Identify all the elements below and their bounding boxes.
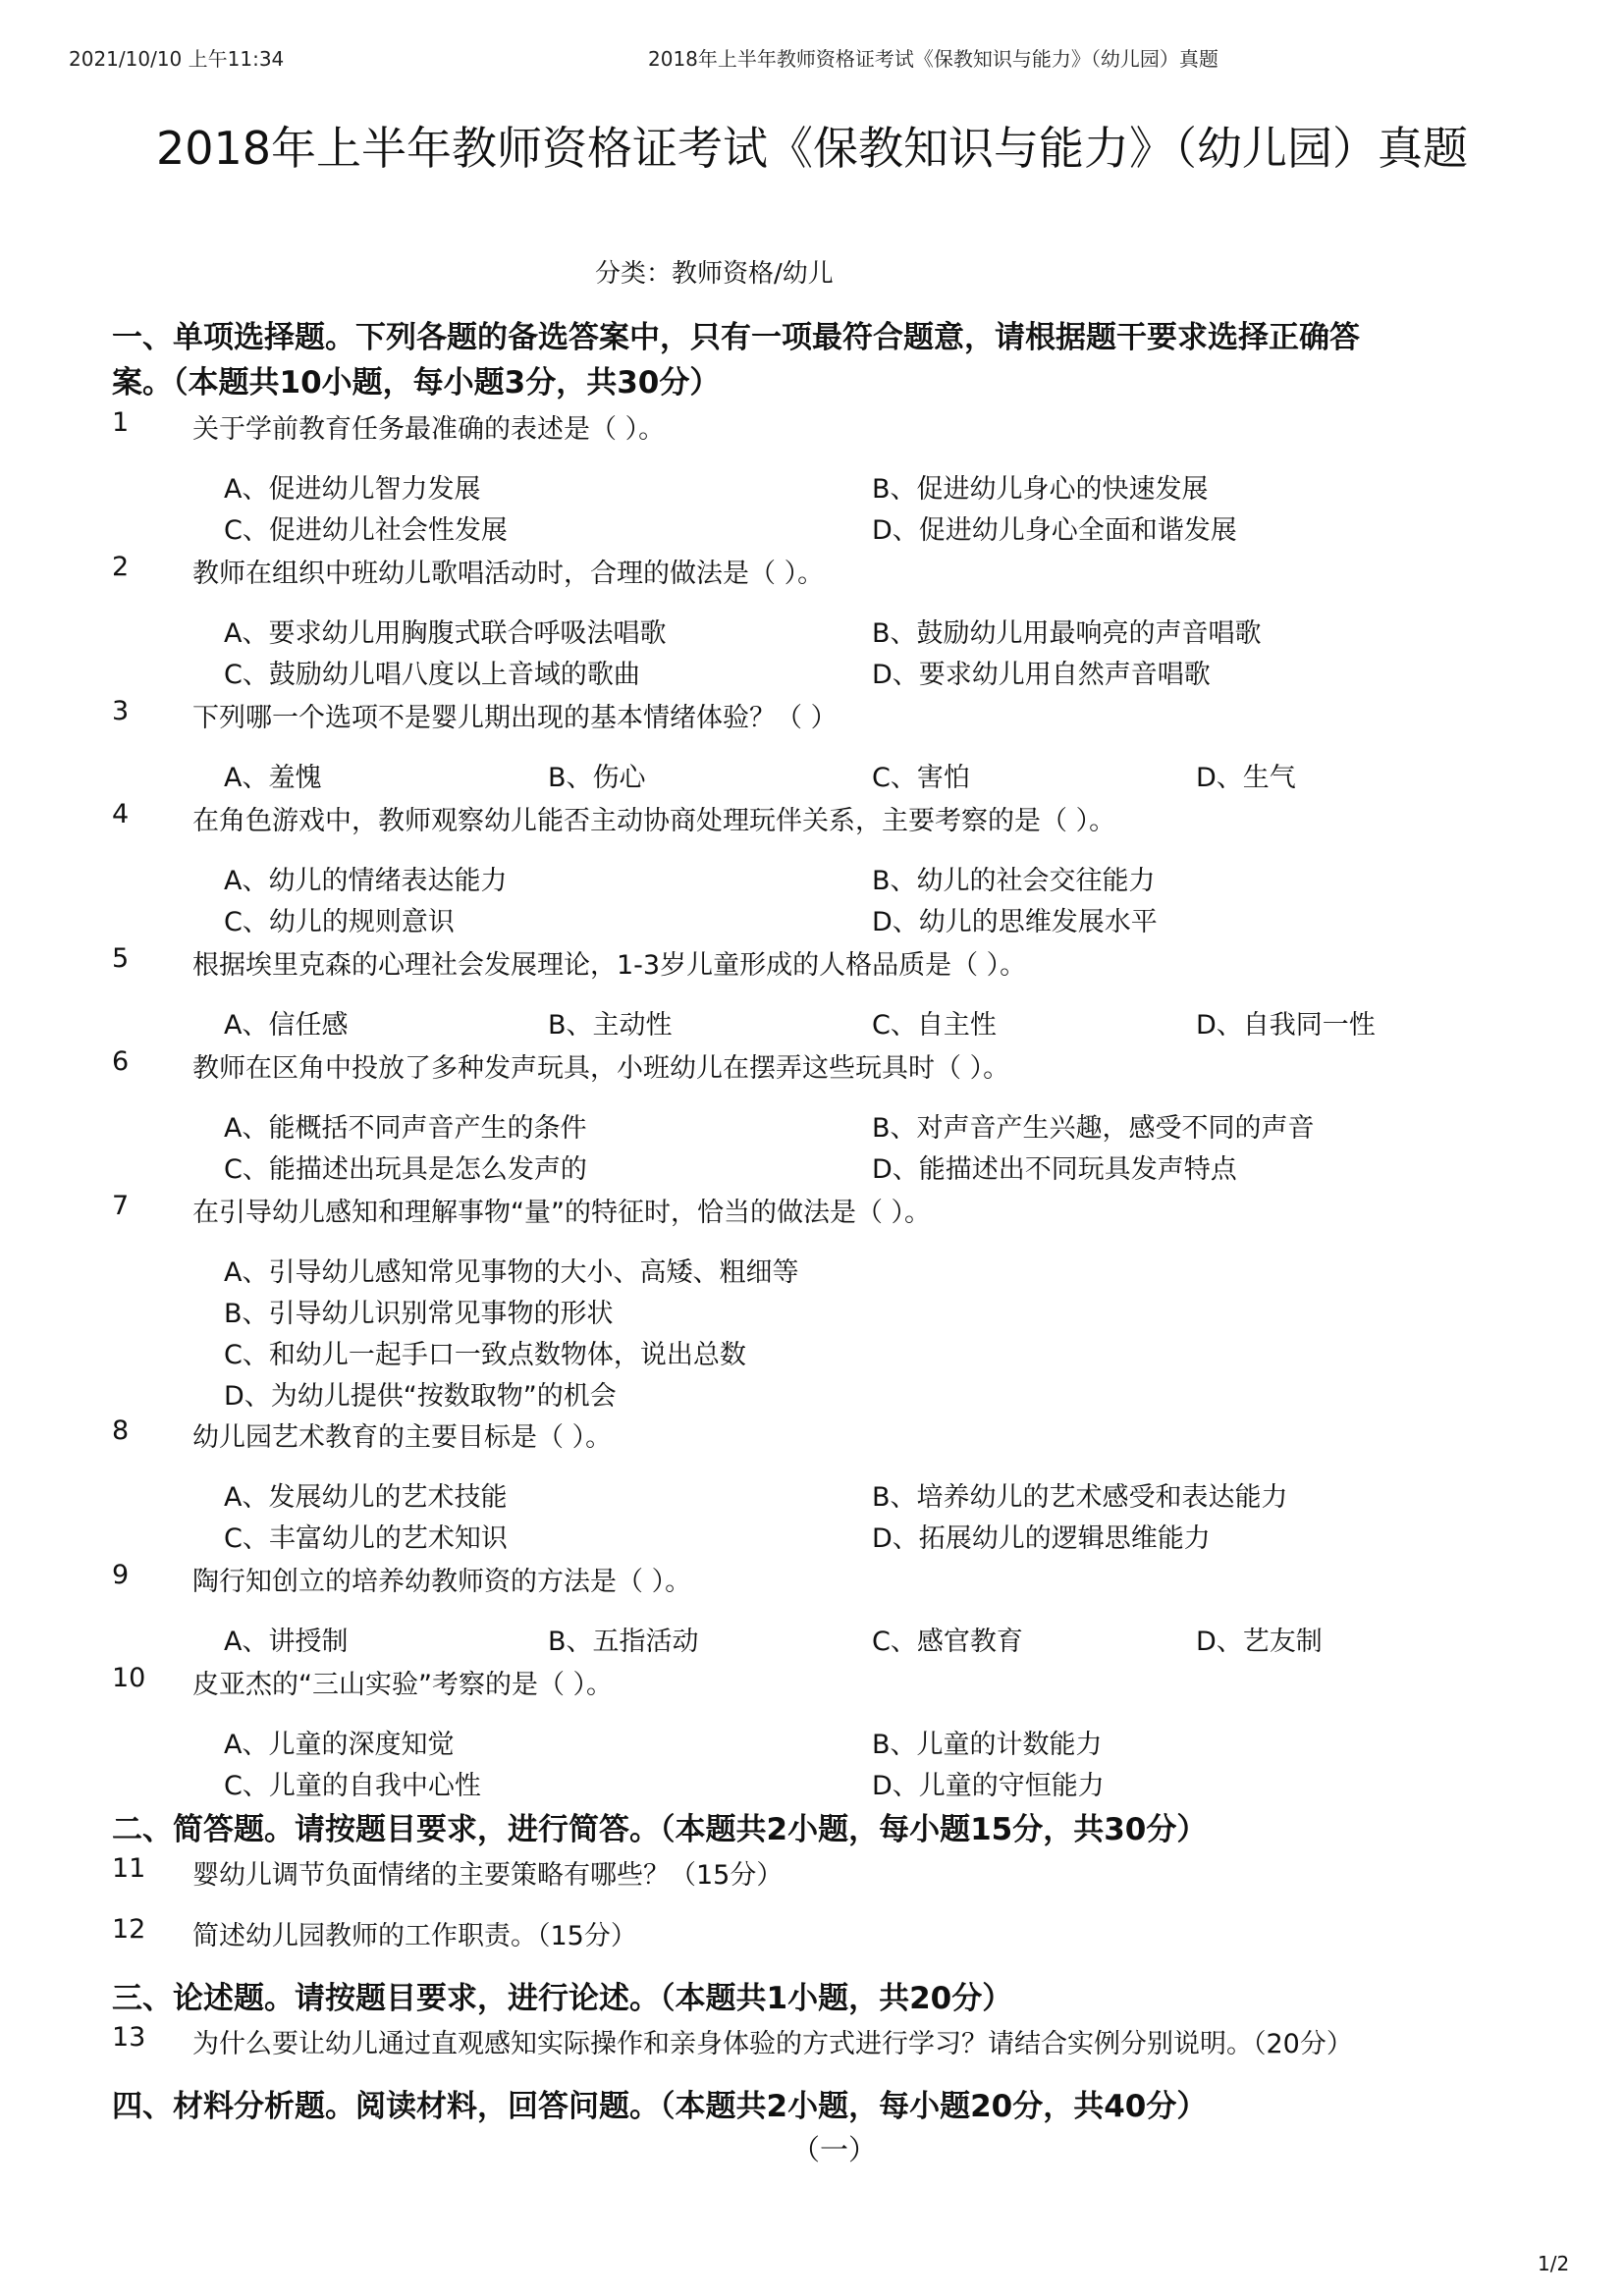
question-number: 6 <box>112 1046 130 1077</box>
question-number: 9 <box>112 1560 130 1590</box>
section-heading-1: 一、单项选择题。下列各题的备选答案中，只有一项最符合题意，请根据题干要求选择正确答 <box>112 320 1360 355</box>
section-heading-3: 三、论述题。请按题目要求，进行论述。（本题共1小题，共20分） <box>112 1981 1013 2016</box>
question-stem: 教师在组织中班幼儿歌唱活动时，合理的做法是（ ）。 <box>192 559 825 589</box>
question-number: 7 <box>112 1191 130 1221</box>
option-b: B、培养幼儿的艺术感受和表达能力 <box>872 1482 1288 1513</box>
option-b: B、对声音产生兴趣，感受不同的声音 <box>872 1113 1315 1144</box>
question-stem: 陶行知创立的培养幼教师资的方法是（ ）。 <box>192 1567 692 1597</box>
option-c: C、幼儿的规则意识 <box>224 907 455 937</box>
option-b: B、引导幼儿识别常见事物的形状 <box>224 1299 614 1329</box>
question-stem: 幼儿园艺术教育的主要目标是（ ）。 <box>192 1422 613 1453</box>
question-stem: 下列哪一个选项不是婴儿期出现的基本情绪体验？（ ） <box>192 703 838 733</box>
question-stem: 根据埃里克森的心理社会发展理论，1-3岁儿童形成的人格品质是（ ）。 <box>192 950 1027 981</box>
option-b: B、幼儿的社会交往能力 <box>872 866 1156 896</box>
option-c: C、自主性 <box>872 1010 997 1041</box>
question-number: 2 <box>112 552 130 582</box>
question-stem: 为什么要让幼儿通过直观感知实际操作和亲身体验的方式进行学习？请结合实例分别说明。（20分） <box>192 2029 1353 2059</box>
page-title: 2018年上半年教师资格证考试《保教知识与能力》（幼儿园）真题 <box>155 122 1469 175</box>
question-stem: 关于学前教育任务最准确的表述是（ ）。 <box>192 414 666 445</box>
option-b: B、促进幼儿身心的快速发展 <box>872 474 1209 505</box>
option-c: C、鼓励幼儿唱八度以上音域的歌曲 <box>224 660 640 690</box>
option-b: B、儿童的计数能力 <box>872 1730 1103 1760</box>
option-a: A、幼儿的情绪表达能力 <box>224 866 508 896</box>
print-datetime: 2021/10/10 上午11:34 <box>69 47 285 71</box>
option-b: B、鼓励幼儿用最响亮的声音唱歌 <box>872 618 1262 649</box>
option-c: C、和幼儿一起手口一致点数物体，说出总数 <box>224 1340 746 1370</box>
section-heading-2: 二、简答题。请按题目要求，进行简答。（本题共2小题，每小题15分，共30分） <box>112 1812 1208 1847</box>
question-number: 4 <box>112 799 130 829</box>
option-c: C、丰富幼儿的艺术知识 <box>224 1523 508 1554</box>
question-number: 3 <box>112 696 130 726</box>
option-b: B、五指活动 <box>548 1627 699 1657</box>
option-d: D、儿童的守恒能力 <box>872 1771 1105 1801</box>
section-heading-1-line2: 案。（本题共10小题，每小题3分，共30分） <box>112 365 721 400</box>
page-number: 1/2 <box>1538 2252 1570 2275</box>
question-number: 11 <box>112 1853 146 1884</box>
option-a: A、信任感 <box>224 1010 349 1041</box>
subsection-label: （一） <box>791 2133 878 2166</box>
option-a: A、能概括不同声音产生的条件 <box>224 1113 587 1144</box>
option-a: A、儿童的深度知觉 <box>224 1730 455 1760</box>
question-number: 8 <box>112 1415 130 1446</box>
option-d: D、促进幼儿身心全面和谐发展 <box>872 515 1237 546</box>
question-number: 10 <box>112 1663 146 1693</box>
option-a: A、引导幼儿感知常见事物的大小、高矮、粗细等 <box>224 1257 799 1288</box>
question-number: 5 <box>112 943 130 974</box>
option-c: C、能描述出玩具是怎么发声的 <box>224 1154 587 1185</box>
option-d: D、要求幼儿用自然声音唱歌 <box>872 660 1211 690</box>
question-stem: 在角色游戏中，教师观察幼儿能否主动协商处理玩伴关系，主要考察的是（ ）。 <box>192 806 1116 836</box>
option-c: C、害怕 <box>872 763 970 793</box>
option-c: C、促进幼儿社会性发展 <box>224 515 508 546</box>
option-d: D、艺友制 <box>1196 1627 1323 1657</box>
question-stem: 简述幼儿园教师的工作职责。（15分） <box>192 1921 637 1951</box>
option-c: C、儿童的自我中心性 <box>224 1771 481 1801</box>
option-c: C、感官教育 <box>872 1627 1023 1657</box>
option-d: D、生气 <box>1196 763 1296 793</box>
category-label: 分类：教师资格/幼儿 <box>595 259 834 289</box>
print-doc-title: 2018年上半年教师资格证考试《保教知识与能力》（幼儿园）真题 <box>648 47 1218 71</box>
option-b: B、伤心 <box>548 763 646 793</box>
option-a: A、促进幼儿智力发展 <box>224 474 481 505</box>
option-a: A、羞愧 <box>224 763 322 793</box>
question-stem: 教师在区角中投放了多种发声玩具，小班幼儿在摆弄这些玩具时（ ）。 <box>192 1053 1010 1084</box>
question-stem: 在引导幼儿感知和理解事物“量”的特征时，恰当的做法是（ ）。 <box>192 1198 932 1228</box>
option-d: D、为幼儿提供“按数取物”的机会 <box>224 1381 617 1412</box>
question-stem: 婴幼儿调节负面情绪的主要策略有哪些？（15分） <box>192 1860 784 1891</box>
option-a: A、要求幼儿用胸腹式联合呼吸法唱歌 <box>224 618 667 649</box>
option-d: D、拓展幼儿的逻辑思维能力 <box>872 1523 1211 1554</box>
option-d: D、幼儿的思维发展水平 <box>872 907 1158 937</box>
option-b: B、主动性 <box>548 1010 673 1041</box>
option-d: D、能描述出不同玩具发声特点 <box>872 1154 1237 1185</box>
question-number: 1 <box>112 407 130 438</box>
section-heading-4: 四、材料分析题。阅读材料，回答问题。（本题共2小题，每小题20分，共40分） <box>112 2089 1208 2124</box>
option-a: A、发展幼儿的艺术技能 <box>224 1482 508 1513</box>
option-a: A、讲授制 <box>224 1627 349 1657</box>
question-number: 12 <box>112 1914 146 1945</box>
option-d: D、自我同一性 <box>1196 1010 1376 1041</box>
question-number: 13 <box>112 2022 146 2053</box>
question-stem: 皮亚杰的“三山实验”考察的是（ ）。 <box>192 1670 614 1700</box>
